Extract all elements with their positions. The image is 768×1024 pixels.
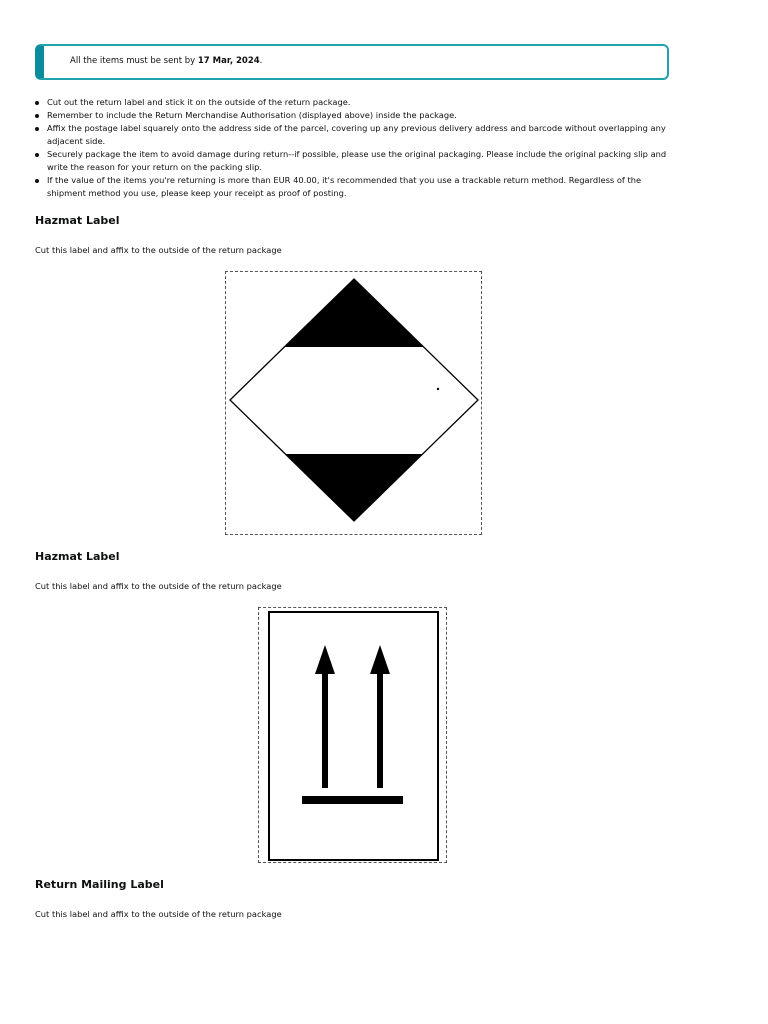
this-way-up-label-cutout [258,607,447,863]
instruction-item: Cut out the return label and stick it on the outside of the return package. [35,96,675,109]
instruction-item: If the value of the items you're returning is more than EUR 40.00, it's recommended that you use a trackable return method. Regardless of the shipment method you use, please keep your receipt as proof of posting. [35,174,675,200]
send-by-suffix: . [259,56,263,66]
send-by-date: 17 Mar, 2024 [197,56,260,66]
send-by-prefix: All the items must be sent by [70,56,198,66]
return-mailing-label-title: Return Mailing Label [35,878,164,891]
instruction-item: Remember to include the Return Merchandise Authorisation (displayed above) inside the package. [35,109,675,122]
hazmat-label-note: Cut this label and affix to the outside of the return package [35,245,282,255]
this-way-up-arrows-icon [259,608,446,862]
hazmat-label-title: Hazmat Label [35,214,120,227]
return-mailing-label-note: Cut this label and affix to the outside of the return package [35,909,282,919]
instruction-item: Securely package the item to avoid damage during return--if possible, please use the original packaging. Please include the original packing slip and write the reason for your return on the packing slip. [35,148,675,174]
return-instructions-list [35,96,675,200]
send-by-notice [35,44,669,80]
send-by-text [70,55,262,67]
hazmat-diamond-label-cutout [225,271,482,535]
hazmat-label-title: Hazmat Label [35,550,120,563]
lithium-battery-hazard-diamond-icon [226,272,481,534]
hazmat-label-note: Cut this label and affix to the outside of the return package [35,581,282,591]
instruction-item: Affix the postage label squarely onto the address side of the parcel, covering up any previous delivery address and barcode without overlapping any adjacent side. [35,122,675,148]
